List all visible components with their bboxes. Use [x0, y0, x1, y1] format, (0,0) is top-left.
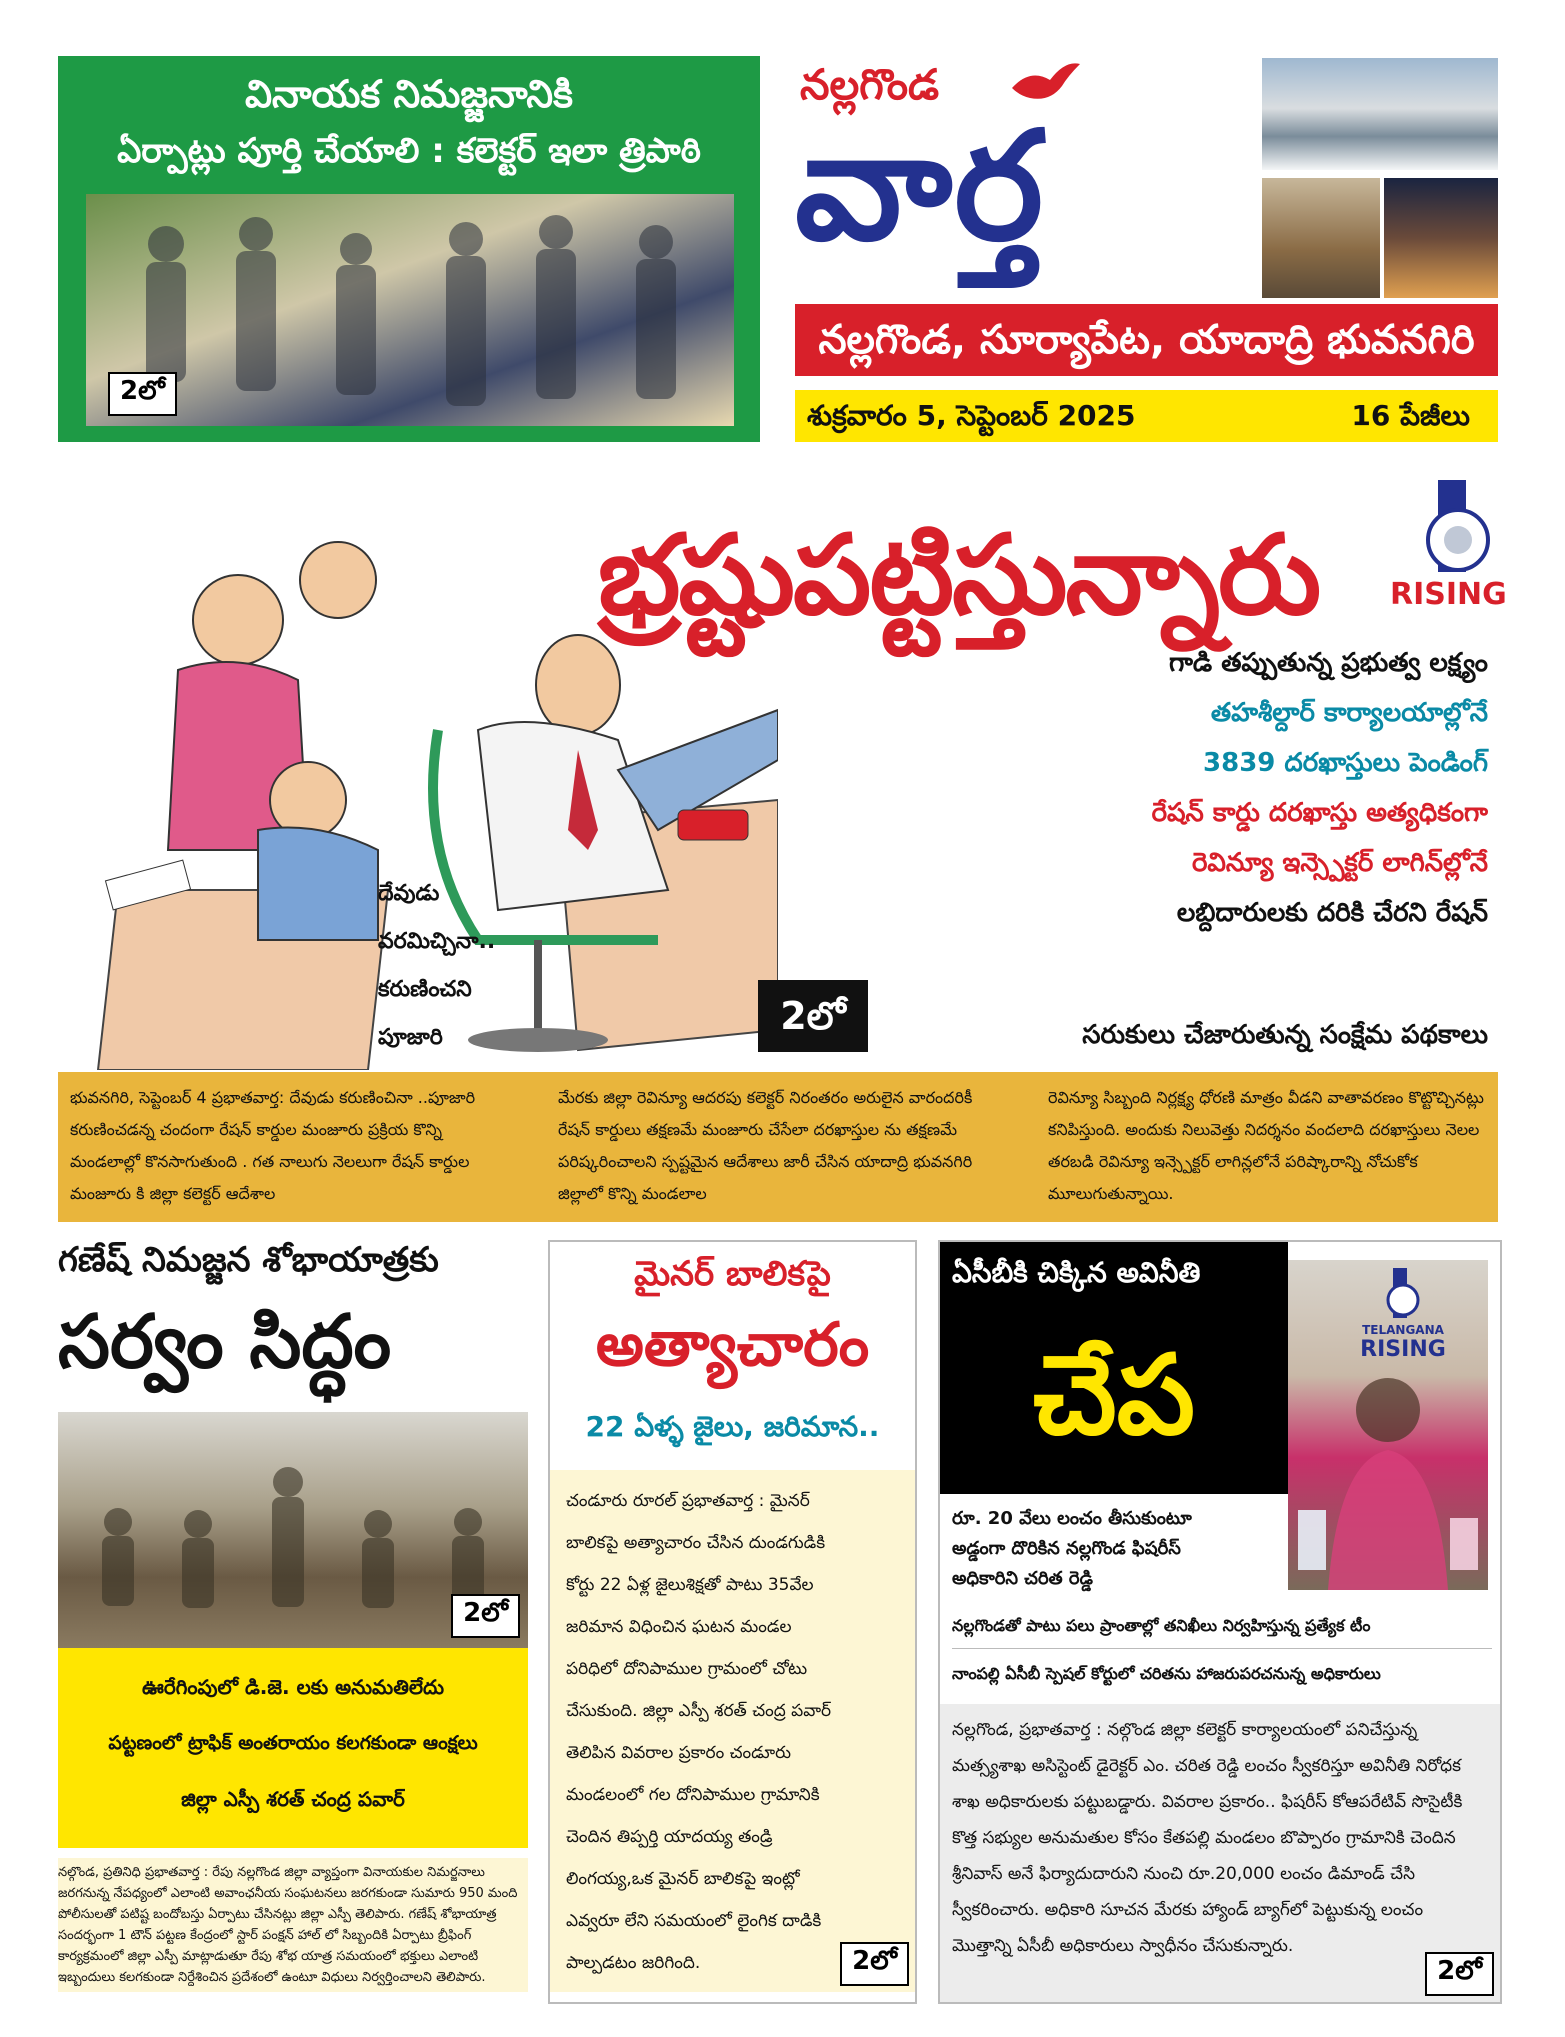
lead-point: సరుకులు చేజారుతున్న సంక్షేమ పథకాలు — [1082, 1020, 1488, 1050]
minor-body-line: బాలికపై అత్యాచారం చేసిన దుండగుడికి — [566, 1533, 826, 1553]
minor-kicker: మైనర్ బాలికపై — [634, 1254, 831, 1294]
ganesh-story[interactable] — [58, 1236, 528, 1996]
police-briefing-photo — [58, 1412, 528, 1648]
lead-body-strip — [58, 1072, 1498, 1222]
lead-body-col3: రెవిన్యూ సిబ్బంది నిర్లక్ష్య ధోరణి మాత్రం వీడని వాతావరణం కొట్టొచ్చినట్లు కనిపిస్తుంది. అందుకు నిలువెత్తు నిదర్శనం వందలాది దరఖాస్తులు నెలల తరబడి రెవిన్యూ ఇన్స్పెక్టర్ లాగిన్లలోనే పరిష్కారాన్ని నోచుకోక మూలుగుతున్నాయి. — [1048, 1088, 1484, 1203]
lead-point: 3839 దరఖాస్తులు పెండింగ్ — [1203, 748, 1488, 778]
acb-body: నల్లగొండ, ప్రభాతవార్త : నల్గొండ జిల్లా కలెక్టర్ కార్యాలయంలో పనిచేస్తున్న మత్స్యశాఖ అసిస్టెంట్ డైరెక్టర్ ఎం. చరిత రెడ్డి లంచం స్వీకరిస్తూ అవినీతి నిరోధక శాఖ అధికారులకు పట్టుబడ్డారు. వివరాల ప్రకారం.. ఫిషరీస్ కోఆపరేటివ్ సొసైటీకి కొత్త సభ్యుల అనుమతుల కోసం కేతపల్లి మండలం బొప్పారం గ్రామానికి చెందిన శ్రీనివాస్ అనే ఫిర్యాదుదారుని నుంచి రూ.20,000 లంచం డిమాండ్ చేసి స్వీకరించారు. అధికారి సూచన మేరకు హ్యాండ్ బ్యాగ్‌లో పెట్టుకున్న లంచం మొత్తాన్ని ఏసీబీ అధికారులు స్వాధీనం చేసుకున్నారు. — [952, 1720, 1463, 1956]
minor-body-line: లింగయ్య,ఒక మైనర్ బాలికపై ఇంట్లో — [566, 1869, 800, 1889]
minor-body-line: చండూరు రూరల్ ప్రభాతవార్త : మైనర్ — [566, 1491, 810, 1511]
green-headline-line2: ఏర్పాట్లు పూర్తి చేయాలి : కలెక్టర్ ఇలా త్రిపాఠి — [117, 131, 701, 171]
minor-body — [550, 1470, 915, 1992]
lead-point: లబ్దిదారులకు దరికి చేరని రేషన్ — [1176, 898, 1488, 928]
people-silhouettes — [86, 194, 734, 426]
acb-logo-line1: TELANGANA — [1362, 1323, 1444, 1337]
minor-subhead: 22 ఏళ్ళ జైలు, జరిమాన.. — [585, 1410, 880, 1443]
minor-body-line: మండలంలో గల దోనిపాముల గ్రామానికి — [566, 1785, 820, 1805]
ganesh-kicker: గణేష్ నిమజ్జన శోభాయాత్రకు — [58, 1240, 439, 1280]
lead-body-col1: భువనగిరి, సెప్టెంబర్ 4 ప్రభాతవార్త: దేవుడు కరుణించినా ..పూజారి కరుణించడన్న చందంగా రేషన్ కార్డుల మంజూరు ప్రక్రియ కొన్ని మండలాల్లో కొనసాగుతుంది . గత నాలుగు నెలలుగా రేషన్ కార్డుల మంజూరు కి జిల్లా కలెక్టర్ ఆదేశాల — [70, 1088, 476, 1203]
green-story-box[interactable] — [58, 56, 760, 442]
minor-body-line: పరిధిలో దోనిపాముల గ్రామంలో చోటు — [566, 1659, 808, 1679]
cartoon-caption — [378, 870, 498, 1062]
acb-lead-line: అడ్డంగా దొరికిన నల్లగొండ ఫిషరీస్ — [952, 1538, 1181, 1559]
officer-arrest-photo — [1288, 1260, 1488, 1590]
telangana-rising-icon — [1383, 1268, 1423, 1322]
lead-point: గాడి తప్పుతున్న ప్రభుత్వ లక్ష్యం — [1168, 648, 1488, 678]
masthead-prefix: నల్లగొండ — [800, 60, 940, 109]
lead-page-ref[interactable]: 2లో — [758, 980, 868, 1052]
minor-body-line: ఎవ్వరూ లేని సమయంలో లైంగిక దాడికి — [566, 1911, 822, 1931]
rising-logo-text: RISING — [1390, 577, 1507, 612]
ganesh-bullets-box — [58, 1648, 528, 1848]
minor-body-line: చెందిన తిప్పర్తి యాదయ్య తండ్రి — [566, 1827, 773, 1847]
telangana-rising-icon — [1418, 480, 1498, 580]
lead-body-col2: మేరకు జిల్లా రెవిన్యూ ఆదరపు కలెక్టర్ నిరంతరం అరులైన వారందరికీ రేషన్ కార్డులు తక్షణమే మంజూరు చేసేలా దరఖాస్తుల ను తక్షణమే పరిష్కరించాలని స్పష్టమైన ఆదేశాలు జారీ చేసిన యాదాద్రి భువనగిరి జిల్లాలో కొన్ని మండలాల — [558, 1088, 973, 1203]
ganesh-body: నల్గొండ, ప్రతినిధి ప్రభాతవార్త : రేపు నల్లగొండ జిల్లా వ్యాప్తంగా వినాయకుల నిమర్జనాలు జరగనున్న నేపధ్యంలో ఎలాంటి అవాంఛనీయ సంఘటనలు జరగకుండా సుమారు 950 మంది పోలీసులతో పటిష్ట బందోబస్తు ఏర్పాటు చేసినట్లు జిల్లా ఎస్పీ తెలిపారు. గణేష్ శోభాయాత్ర సందర్భంగా 1 టౌన్ పట్టణ కేంద్రంలో స్టార్ పంక్షన్ హాల్ లో సిబ్బందికి ఏర్పాటు బ్రీఫింగ్ కార్యక్రమంలో జిల్లా ఎస్పీ మాట్లాడుతూ రేపు శోభ యాత్ర సమయంలో భక్తులు ఎలాంటి ఇబ్బందులు కలగకుండా నిర్దేశించిన ప్రదేశంలో ఉంటూ విధులు నిర్వర్తించాలని తెలిపారు. — [58, 1858, 528, 1992]
caption-line: పూజారి — [378, 1025, 443, 1050]
minor-body-line: తెలిపిన వివరాల ప్రకారం చండూరు — [566, 1743, 792, 1763]
acb-lead-line: రూ. 20 వేలు లంచం తీసుకుంటూ — [952, 1508, 1192, 1529]
lead-point: రేషన్ కార్డు దరఖాస్తు అత్యధికంగా — [1151, 798, 1488, 828]
masthead-districts: నల్లగొండ, సూర్యాపేట, యాదాద్రి భువనగిరి — [795, 304, 1498, 376]
ganesh-bullet: పట్టణంలో ట్రాఫిక్ అంతరాయం కలగకుండా ఆంక్షలు — [108, 1732, 478, 1754]
masthead-date-bar — [795, 390, 1498, 442]
lead-headline: భ్రష్టుపట్టిస్తున్నారు — [598, 511, 1320, 639]
ganesh-bullet: జిల్లా ఎస్పీ శరత్ చంద్ర పవార్ — [181, 1787, 405, 1811]
acb-body-box — [940, 1704, 1500, 2002]
green-page-ref[interactable]: 2లో — [108, 372, 177, 416]
ganesh-headline: సర్వం సిద్ధం — [58, 1299, 392, 1385]
minor-body-line: కోర్టు 22 ఏళ్ల జైలుశిక్షతో పాటు 35వేల — [566, 1575, 814, 1595]
acb-page-ref[interactable]: 2లో — [1425, 1952, 1494, 1996]
acb-story[interactable] — [938, 1240, 1502, 2004]
caption-line: వరమిచ్చినా.. — [378, 929, 496, 954]
minor-story[interactable] — [548, 1240, 917, 2004]
lead-point: తహశీల్దార్ కార్యాలయాల్లోనే — [1210, 698, 1488, 728]
minor-body-line: పాల్పడటం జరిగింది. — [566, 1953, 701, 1973]
minor-page-ref[interactable]: 2లో — [840, 1942, 909, 1986]
masthead-title: వార్త — [795, 100, 1046, 274]
temple-photo — [1262, 178, 1380, 298]
minor-headline: అత్యాచారం — [595, 1310, 870, 1380]
acb-lead-line: అధికారిని చరిత రెడ్డి — [952, 1568, 1093, 1589]
acb-kicker: ఏసీబీకి చిక్కిన అవినీతి — [952, 1256, 1201, 1289]
acb-black-panel — [940, 1242, 1288, 1494]
lead-story[interactable] — [58, 470, 1507, 1070]
ganesh-bullet: ఊరేగింపులో డి.జె. లకు అనుమతిలేదు — [141, 1675, 445, 1699]
ganesh-page-ref[interactable]: 2లో — [451, 1594, 520, 1638]
acb-bullet: నాంపల్లి ఏసీబీ స్పెషల్ కోర్టులో చరితను హాజరుపరచనున్న అధికారులు — [952, 1664, 1381, 1683]
city-night-photo — [1384, 178, 1498, 298]
acb-headline: చేప — [1033, 1331, 1195, 1459]
collector-inspection-photo — [86, 194, 734, 426]
caption-line: దేవుడు — [378, 881, 440, 906]
acb-lead — [952, 1504, 1282, 1594]
lead-point: రెవిన్యూ ఇన్స్పెక్టర్ లాగిన్‌ల్లోనే — [1191, 848, 1488, 878]
masthead-pages: 16 పేజీలు — [1351, 399, 1470, 432]
minor-body-line: జరిమాన విధించిన ఘటన మండల — [566, 1617, 792, 1637]
acb-logo-line2: RISING — [1360, 1337, 1446, 1362]
masthead-date: శుక్రవారం 5, సెప్టెంబర్ 2025 — [807, 399, 1136, 432]
dam-photo — [1262, 58, 1498, 170]
caption-line: కరుణించని — [378, 977, 472, 1002]
minor-body-line: చేసుకుంది. జిల్లా ఎస్పీ శరత్ చంద్ర పవార్ — [566, 1701, 832, 1721]
green-headline-line1: వినాయక నిమజ్జనానికి — [245, 72, 573, 116]
acb-bullet: నల్లగొండతో పాటు పలు ప్రాంతాల్లో తనిఖీలు నిర్వహిస్తున్న ప్రత్యేక టీం — [952, 1604, 1492, 1649]
